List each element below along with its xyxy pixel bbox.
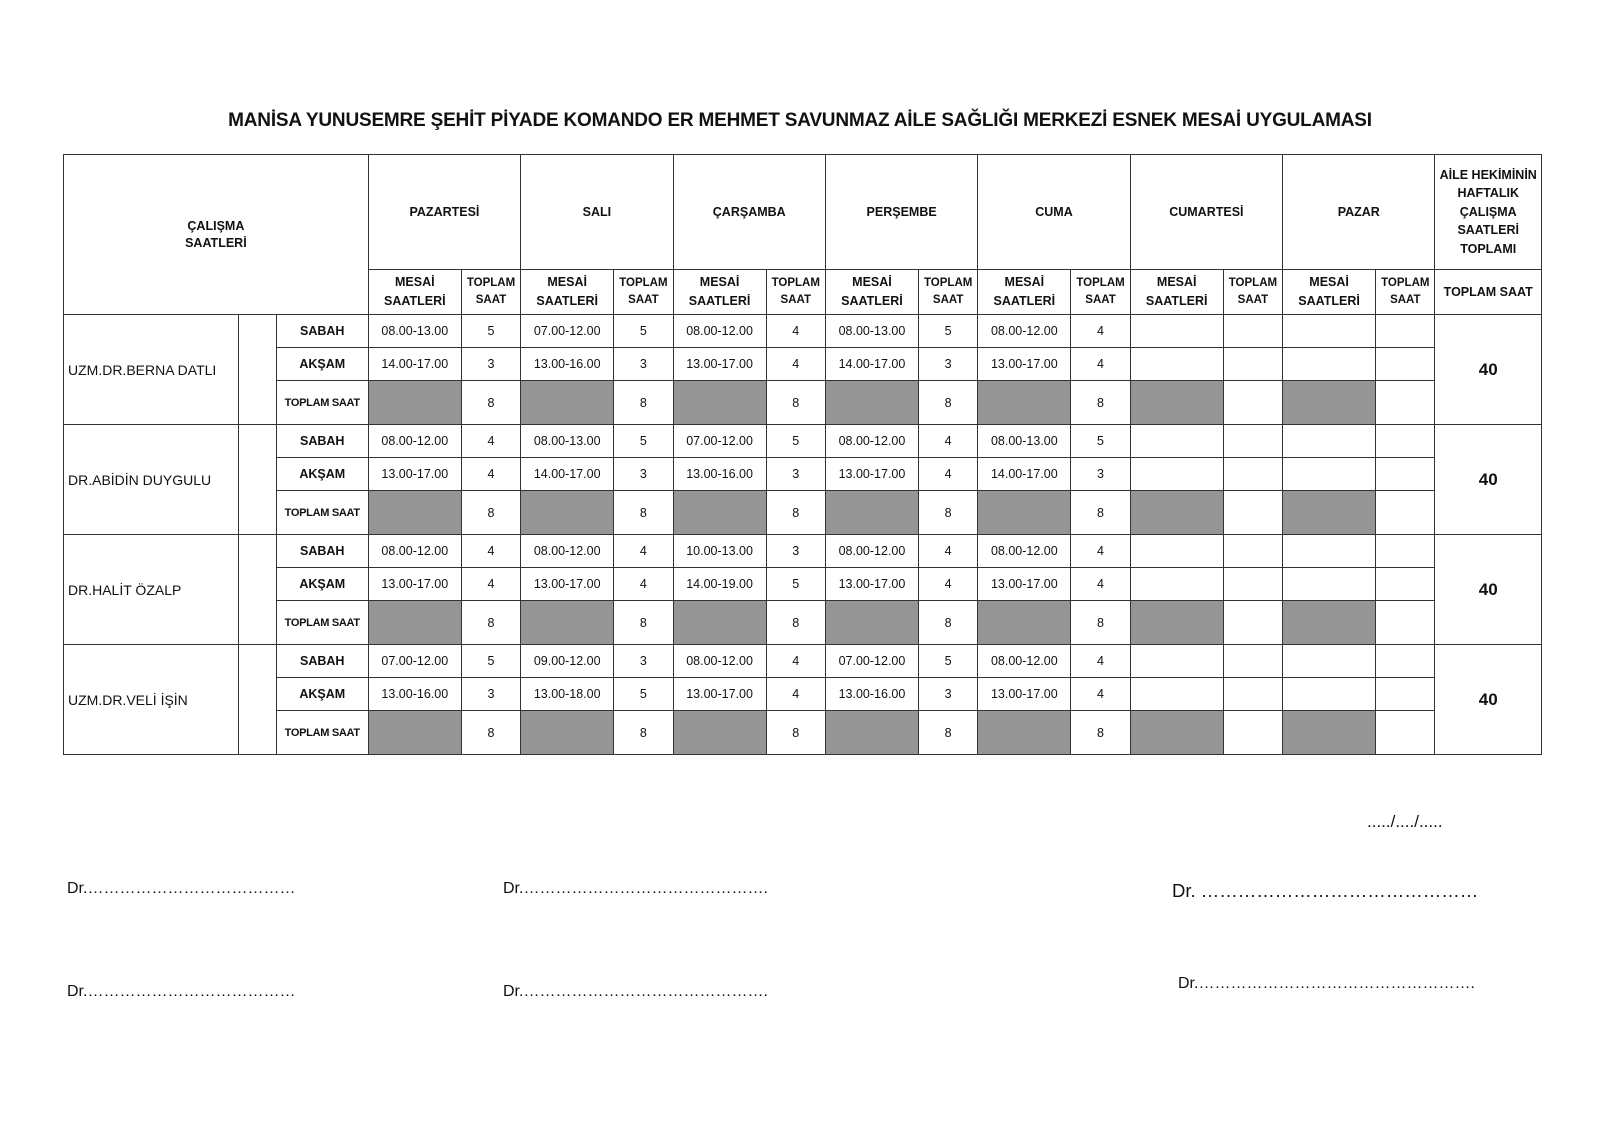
header-line: TOPLAM <box>1076 277 1125 289</box>
mesai-hours-cell: 13.00-16.00 <box>825 678 918 711</box>
header-line: SAATLERİ <box>993 294 1056 308</box>
header-row-days <box>64 155 1542 270</box>
daily-total-cell <box>1376 381 1435 425</box>
mesai-hours-cell <box>1130 645 1223 678</box>
header-line: SAAT <box>628 294 659 306</box>
document-title: MANİSA YUNUSEMRE ŞEHİT PİYADE KOMANDO ER MEHMET SAVUNMAZ AİLE SAĞLIĞI MERKEZİ ESNEK MESAİ UYGULAMASI <box>228 110 1372 131</box>
weekly-total-header <box>1435 155 1542 270</box>
shift-hours-cell: 5 <box>1071 425 1130 458</box>
blank-cell <box>238 315 276 425</box>
header-line: MESAİ <box>395 275 435 289</box>
shift-hours-cell: 4 <box>1071 678 1130 711</box>
shift-hours-cell <box>1223 568 1282 601</box>
header-line: SAATLERİ <box>536 294 598 308</box>
shift-hours-cell: 4 <box>1071 535 1130 568</box>
grey-cell <box>521 491 614 535</box>
mesai-hours-cell <box>1130 458 1223 491</box>
day-header: CUMARTESİ <box>1130 155 1282 270</box>
weekly-toplam-saat-header: TOPLAM SAAT <box>1435 270 1542 315</box>
mesai-hours-cell: 08.00-12.00 <box>825 425 918 458</box>
mesai-hours-cell: 14.00-19.00 <box>673 568 766 601</box>
shift-label: AKŞAM <box>276 348 368 381</box>
shift-hours-cell: 3 <box>1071 458 1130 491</box>
mesai-hours-cell: 07.00-12.00 <box>673 425 766 458</box>
table-row-toplam <box>64 601 1542 645</box>
shift-label: AKŞAM <box>276 678 368 711</box>
signature-line: Dr.………………………………… <box>67 880 296 897</box>
shift-label: AKŞAM <box>276 458 368 491</box>
table-row-aksam <box>64 568 1542 601</box>
table-row-aksam <box>64 458 1542 491</box>
mesai-hours-cell: 08.00-12.00 <box>825 535 918 568</box>
shift-hours-cell: 4 <box>919 425 978 458</box>
daily-total-cell: 8 <box>461 711 520 755</box>
grey-cell <box>825 711 918 755</box>
doctor-name: UZM.DR.BERNA DATLI <box>64 315 239 425</box>
grey-cell <box>1130 711 1223 755</box>
grey-cell <box>1130 491 1223 535</box>
shift-hours-cell: 3 <box>919 678 978 711</box>
grey-cell <box>1283 381 1376 425</box>
mesai-hours-cell: 13.00-16.00 <box>521 348 614 381</box>
table-row-sabah <box>64 425 1542 458</box>
header-line: SAAT <box>475 294 507 306</box>
shift-hours-cell <box>1376 645 1435 678</box>
mesai-hours-cell: 08.00-12.00 <box>368 425 461 458</box>
daily-total-cell: 8 <box>1071 491 1130 535</box>
daily-total-cell: 8 <box>919 601 978 645</box>
shift-hours-cell: 3 <box>461 348 520 381</box>
shift-hours-cell <box>1376 678 1435 711</box>
daily-total-cell: 8 <box>766 601 825 645</box>
daily-total-cell <box>1223 601 1282 645</box>
grey-cell <box>1283 601 1376 645</box>
mesai-hours-cell: 14.00-17.00 <box>825 348 918 381</box>
mesai-hours-cell: 13.00-17.00 <box>978 348 1071 381</box>
table-row-sabah <box>64 645 1542 678</box>
grey-cell <box>521 711 614 755</box>
shift-hours-cell: 4 <box>1071 645 1130 678</box>
grey-cell <box>1130 381 1223 425</box>
shift-hours-cell: 5 <box>614 678 673 711</box>
daily-total-cell: 8 <box>919 711 978 755</box>
day-header: PAZARTESİ <box>368 155 520 270</box>
mesai-saatleri-header <box>521 270 614 315</box>
signature-line: Dr.……………………………………………. <box>1178 975 1475 992</box>
mesai-hours-cell <box>1283 678 1376 711</box>
grey-cell <box>1283 491 1376 535</box>
weekly-total-value: 40 <box>1435 645 1542 755</box>
calisma-saatleri-header <box>64 155 369 315</box>
mesai-hours-cell: 09.00-12.00 <box>521 645 614 678</box>
header-line: AİLE HEKİMİNİN <box>1439 167 1537 182</box>
toplam-saat-header <box>1223 270 1282 315</box>
table-row-sabah <box>64 315 1542 348</box>
grey-cell <box>673 381 766 425</box>
header-line: SAATLERİ <box>1298 294 1360 308</box>
daily-total-cell: 8 <box>461 601 520 645</box>
table-row-aksam <box>64 348 1542 381</box>
date-placeholder: ...../..../..... <box>1367 812 1443 831</box>
shift-hours-cell: 4 <box>461 458 520 491</box>
table-row-toplam <box>64 381 1542 425</box>
shift-hours-cell: 4 <box>919 568 978 601</box>
toplam-saat-header <box>461 270 520 315</box>
daily-total-cell: 8 <box>766 491 825 535</box>
mesai-saatleri-header <box>825 270 918 315</box>
mesai-hours-cell: 08.00-13.00 <box>825 315 918 348</box>
table-row-toplam <box>64 711 1542 755</box>
mesai-hours-cell: 13.00-16.00 <box>368 678 461 711</box>
toplam-saat-header <box>1376 270 1435 315</box>
mesai-hours-cell: 08.00-13.00 <box>521 425 614 458</box>
daily-total-cell: 8 <box>614 491 673 535</box>
shift-hours-cell <box>1223 678 1282 711</box>
mesai-hours-cell: 13.00-17.00 <box>825 458 918 491</box>
signature-line: Dr.………………………………… <box>67 983 296 1000</box>
header-line: SAATLERİ <box>384 294 446 308</box>
shift-label: TOPLAM SAAT <box>276 601 368 645</box>
mesai-hours-cell <box>1283 315 1376 348</box>
shift-label: SABAH <box>276 425 368 458</box>
header-line: TOPLAMI <box>1460 241 1517 256</box>
mesai-hours-cell: 13.00-17.00 <box>521 568 614 601</box>
shift-hours-cell <box>1376 568 1435 601</box>
shift-hours-cell: 5 <box>919 315 978 348</box>
mesai-hours-cell: 14.00-17.00 <box>521 458 614 491</box>
daily-total-cell: 8 <box>919 491 978 535</box>
doctor-name: UZM.DR.VELİ İŞİN <box>64 645 239 755</box>
mesai-hours-cell: 07.00-12.00 <box>368 645 461 678</box>
toplam-saat-header <box>1071 270 1130 315</box>
grey-cell <box>673 491 766 535</box>
mesai-hours-cell: 13.00-17.00 <box>368 568 461 601</box>
header-line: TOPLAM <box>923 277 973 289</box>
header-line: MESAİ <box>1309 275 1349 289</box>
shift-hours-cell: 4 <box>614 568 673 601</box>
mesai-saatleri-header <box>1130 270 1223 315</box>
mesai-hours-cell <box>1130 315 1223 348</box>
header-line: TOPLAM <box>1228 277 1278 289</box>
signature-line: Dr. ……………………………………… <box>1172 880 1479 901</box>
header-line: MESAİ <box>547 275 587 289</box>
shift-hours-cell: 4 <box>766 645 825 678</box>
grey-cell <box>1283 711 1376 755</box>
shift-hours-cell <box>1223 645 1282 678</box>
shift-hours-cell: 4 <box>461 535 520 568</box>
grey-cell <box>368 381 461 425</box>
mesai-hours-cell: 13.00-17.00 <box>368 458 461 491</box>
header-line: MESAİ <box>852 275 892 289</box>
shift-hours-cell: 4 <box>1071 315 1130 348</box>
grey-cell <box>368 711 461 755</box>
daily-total-cell: 8 <box>766 711 825 755</box>
toplam-saat-header <box>919 270 978 315</box>
shift-hours-cell: 4 <box>1071 348 1130 381</box>
mesai-hours-cell <box>1130 535 1223 568</box>
mesai-hours-cell <box>1283 645 1376 678</box>
header-line: SAAT <box>780 294 811 306</box>
mesai-hours-cell: 08.00-12.00 <box>368 535 461 568</box>
weekly-total-value: 40 <box>1435 535 1542 645</box>
daily-total-cell: 8 <box>1071 711 1130 755</box>
table-row-toplam <box>64 491 1542 535</box>
grey-cell <box>825 491 918 535</box>
header-line: SAAT <box>932 294 964 306</box>
header-line: SAATLERİ <box>1145 294 1208 308</box>
shift-label: AKŞAM <box>276 568 368 601</box>
shift-label: SABAH <box>276 315 368 348</box>
daily-total-cell <box>1376 711 1435 755</box>
mesai-hours-cell <box>1130 568 1223 601</box>
mesai-hours-cell <box>1283 568 1376 601</box>
mesai-saatleri-header <box>368 270 461 315</box>
header-line: MESAİ <box>699 275 740 289</box>
shift-hours-cell: 4 <box>614 535 673 568</box>
daily-total-cell: 8 <box>1071 601 1130 645</box>
doctor-name: DR.ABİDİN DUYGULU <box>64 425 239 535</box>
mesai-hours-cell: 07.00-12.00 <box>825 645 918 678</box>
mesai-saatleri-header <box>673 270 766 315</box>
header-line: TOPLAM <box>1381 277 1430 289</box>
mesai-hours-cell: 14.00-17.00 <box>978 458 1071 491</box>
daily-total-cell: 8 <box>1071 381 1130 425</box>
shift-hours-cell: 4 <box>1071 568 1130 601</box>
mesai-hours-cell <box>1130 348 1223 381</box>
weekly-total-value: 40 <box>1435 425 1542 535</box>
shift-hours-cell <box>1376 425 1435 458</box>
shift-hours-cell: 3 <box>766 458 825 491</box>
shift-hours-cell: 3 <box>766 535 825 568</box>
shift-hours-cell: 3 <box>614 458 673 491</box>
shift-hours-cell <box>1376 535 1435 568</box>
daily-total-cell: 8 <box>614 711 673 755</box>
shift-hours-cell: 4 <box>766 348 825 381</box>
mesai-hours-cell: 14.00-17.00 <box>368 348 461 381</box>
table-row-aksam <box>64 678 1542 711</box>
header-line: TOPLAM <box>771 277 820 289</box>
mesai-hours-cell <box>1283 535 1376 568</box>
header-line: TOPLAM <box>619 277 668 289</box>
shift-hours-cell: 5 <box>766 568 825 601</box>
mesai-hours-cell: 08.00-12.00 <box>978 315 1071 348</box>
shift-hours-cell: 5 <box>614 425 673 458</box>
shift-hours-cell: 3 <box>461 678 520 711</box>
mesai-hours-cell: 13.00-17.00 <box>673 678 766 711</box>
mesai-hours-cell <box>1283 348 1376 381</box>
shift-hours-cell <box>1376 458 1435 491</box>
blank-cell <box>238 535 276 645</box>
daily-total-cell <box>1223 491 1282 535</box>
grey-cell <box>368 601 461 645</box>
header-line: MESAİ <box>1004 275 1045 289</box>
daily-total-cell: 8 <box>614 601 673 645</box>
daily-total-cell: 8 <box>461 491 520 535</box>
mesai-hours-cell: 13.00-17.00 <box>978 568 1071 601</box>
grey-cell <box>368 491 461 535</box>
grey-cell <box>978 491 1071 535</box>
shift-hours-cell <box>1223 315 1282 348</box>
day-header: PERŞEMBE <box>825 155 977 270</box>
shift-hours-cell <box>1376 348 1435 381</box>
header-line: SAATLERİ <box>185 235 247 250</box>
shift-hours-cell: 4 <box>461 425 520 458</box>
grey-cell <box>825 381 918 425</box>
grey-cell <box>1130 601 1223 645</box>
header-line: SAATLERİ <box>688 294 751 308</box>
mesai-hours-cell <box>1283 425 1376 458</box>
grey-cell <box>978 711 1071 755</box>
grey-cell <box>978 381 1071 425</box>
weekly-total-value: 40 <box>1435 315 1542 425</box>
shift-label: SABAH <box>276 535 368 568</box>
mesai-hours-cell: 08.00-12.00 <box>978 535 1071 568</box>
shift-hours-cell: 5 <box>461 315 520 348</box>
mesai-hours-cell: 10.00-13.00 <box>673 535 766 568</box>
header-line: SAATLERİ <box>1457 223 1520 238</box>
mesai-hours-cell: 08.00-12.00 <box>521 535 614 568</box>
shift-hours-cell: 4 <box>919 458 978 491</box>
schedule-table <box>63 154 1542 755</box>
daily-total-cell <box>1223 711 1282 755</box>
header-line: ÇALIŞMA <box>1459 204 1517 219</box>
header-line: SAAT <box>1237 294 1269 306</box>
shift-hours-cell <box>1223 425 1282 458</box>
day-header: CUMA <box>978 155 1130 270</box>
shift-label: TOPLAM SAAT <box>276 381 368 425</box>
mesai-hours-cell: 08.00-13.00 <box>978 425 1071 458</box>
mesai-hours-cell: 13.00-17.00 <box>825 568 918 601</box>
mesai-hours-cell: 08.00-12.00 <box>673 315 766 348</box>
toplam-saat-header <box>614 270 673 315</box>
grey-cell <box>521 381 614 425</box>
grey-cell <box>673 601 766 645</box>
header-line: SAAT <box>1390 294 1421 306</box>
shift-hours-cell: 4 <box>919 535 978 568</box>
blank-cell <box>238 425 276 535</box>
daily-total-cell <box>1223 381 1282 425</box>
mesai-hours-cell <box>1283 458 1376 491</box>
signature-line: Dr.………………………………………. <box>503 983 768 1000</box>
daily-total-cell: 8 <box>919 381 978 425</box>
shift-hours-cell: 5 <box>919 645 978 678</box>
mesai-hours-cell: 13.00-16.00 <box>673 458 766 491</box>
mesai-saatleri-header <box>1283 270 1376 315</box>
grey-cell <box>673 711 766 755</box>
mesai-hours-cell <box>1130 678 1223 711</box>
mesai-hours-cell: 13.00-17.00 <box>978 678 1071 711</box>
shift-hours-cell: 5 <box>614 315 673 348</box>
header-line: TOPLAM <box>466 277 516 289</box>
mesai-hours-cell: 13.00-18.00 <box>521 678 614 711</box>
shift-hours-cell: 5 <box>461 645 520 678</box>
daily-total-cell: 8 <box>614 381 673 425</box>
grey-cell <box>825 601 918 645</box>
signature-line: Dr.………………………………………. <box>503 880 768 897</box>
header-line: HAFTALIK <box>1457 186 1519 201</box>
table-row-sabah <box>64 535 1542 568</box>
grey-cell <box>521 601 614 645</box>
daily-total-cell: 8 <box>461 381 520 425</box>
shift-hours-cell <box>1223 535 1282 568</box>
shift-hours-cell: 4 <box>766 315 825 348</box>
shift-hours-cell: 3 <box>614 348 673 381</box>
grey-cell <box>978 601 1071 645</box>
mesai-hours-cell: 08.00-12.00 <box>673 645 766 678</box>
mesai-hours-cell <box>1130 425 1223 458</box>
day-header: SALI <box>521 155 673 270</box>
mesai-hours-cell: 08.00-13.00 <box>368 315 461 348</box>
blank-cell <box>238 645 276 755</box>
daily-total-cell <box>1376 601 1435 645</box>
daily-total-cell: 8 <box>766 381 825 425</box>
shift-hours-cell <box>1223 348 1282 381</box>
shift-hours-cell <box>1376 315 1435 348</box>
shift-label: SABAH <box>276 645 368 678</box>
mesai-hours-cell: 07.00-12.00 <box>521 315 614 348</box>
shift-hours-cell: 3 <box>614 645 673 678</box>
header-line: ÇALIŞMA <box>187 218 245 233</box>
shift-label: TOPLAM SAAT <box>276 711 368 755</box>
shift-hours-cell <box>1223 458 1282 491</box>
shift-hours-cell: 4 <box>766 678 825 711</box>
mesai-saatleri-header <box>978 270 1071 315</box>
mesai-hours-cell: 13.00-17.00 <box>673 348 766 381</box>
toplam-saat-header <box>766 270 825 315</box>
shift-label: TOPLAM SAAT <box>276 491 368 535</box>
shift-hours-cell: 5 <box>766 425 825 458</box>
header-line: SAAT <box>1085 294 1116 306</box>
shift-hours-cell: 3 <box>919 348 978 381</box>
day-header: ÇARŞAMBA <box>673 155 825 270</box>
header-line: MESAİ <box>1156 275 1197 289</box>
daily-total-cell <box>1376 491 1435 535</box>
doctor-name: DR.HALİT ÖZALP <box>64 535 239 645</box>
shift-hours-cell: 4 <box>461 568 520 601</box>
header-line: SAATLERİ <box>841 294 903 308</box>
mesai-hours-cell: 08.00-12.00 <box>978 645 1071 678</box>
day-header: PAZAR <box>1283 155 1435 270</box>
